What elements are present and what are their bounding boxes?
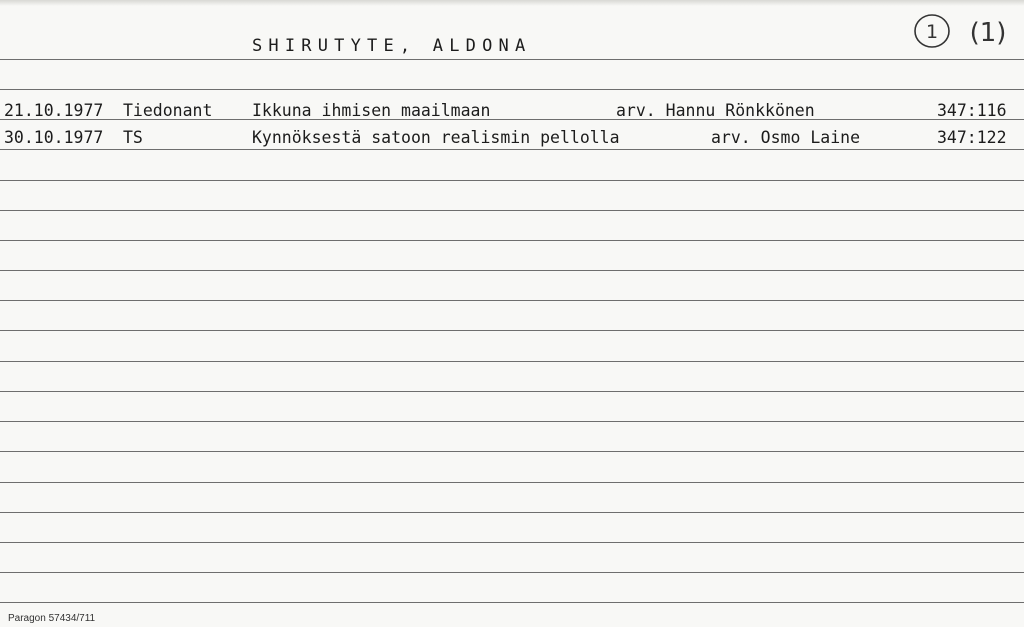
entry-1-reviewer: arv. Hannu Rönkkönen (616, 101, 815, 120)
ruled-line (0, 300, 1024, 301)
ruled-line (0, 542, 1024, 543)
mark-one: 1 (925, 21, 939, 43)
entry-2-reviewer: arv. Osmo Laine (711, 128, 861, 147)
ruled-line (0, 361, 1024, 362)
entry-1-date: 21.10.1977 (4, 101, 104, 120)
ruled-line (0, 391, 1024, 392)
ruled-line (0, 512, 1024, 513)
ruled-line (0, 180, 1024, 181)
entry-2-date: 30.10.1977 (4, 128, 104, 147)
handwritten-marks (910, 8, 1020, 54)
entry-2-title: Kynnöksestä satoon realismin pellolla (252, 128, 620, 147)
ruled-line (0, 482, 1024, 483)
card-print-footer: Paragon 57434/711 (8, 613, 96, 624)
ruled-line (0, 451, 1024, 452)
ruled-line (0, 270, 1024, 271)
ruled-line (0, 210, 1024, 211)
ruled-line (0, 149, 1024, 150)
entry-1-code: 347:116 (937, 101, 1007, 120)
ruled-line (0, 572, 1024, 573)
ruled-line (0, 89, 1024, 90)
ruled-line (0, 330, 1024, 331)
ruled-line (0, 421, 1024, 422)
ruled-line (0, 240, 1024, 241)
ruled-line (0, 602, 1024, 603)
header-rule (0, 59, 1024, 60)
card-name-heading: SHIRUTYTE, ALDONA (252, 36, 532, 56)
entry-2-source: TS (123, 128, 143, 147)
entry-2-code: 347:122 (937, 128, 1007, 147)
entry-1-source: Tiedonant (123, 101, 213, 120)
mark-parenthesized-one: (1) (969, 18, 1007, 48)
card-top-edge (0, 0, 1024, 6)
entry-1-title: Ikkuna ihmisen maailmaan (252, 101, 491, 120)
